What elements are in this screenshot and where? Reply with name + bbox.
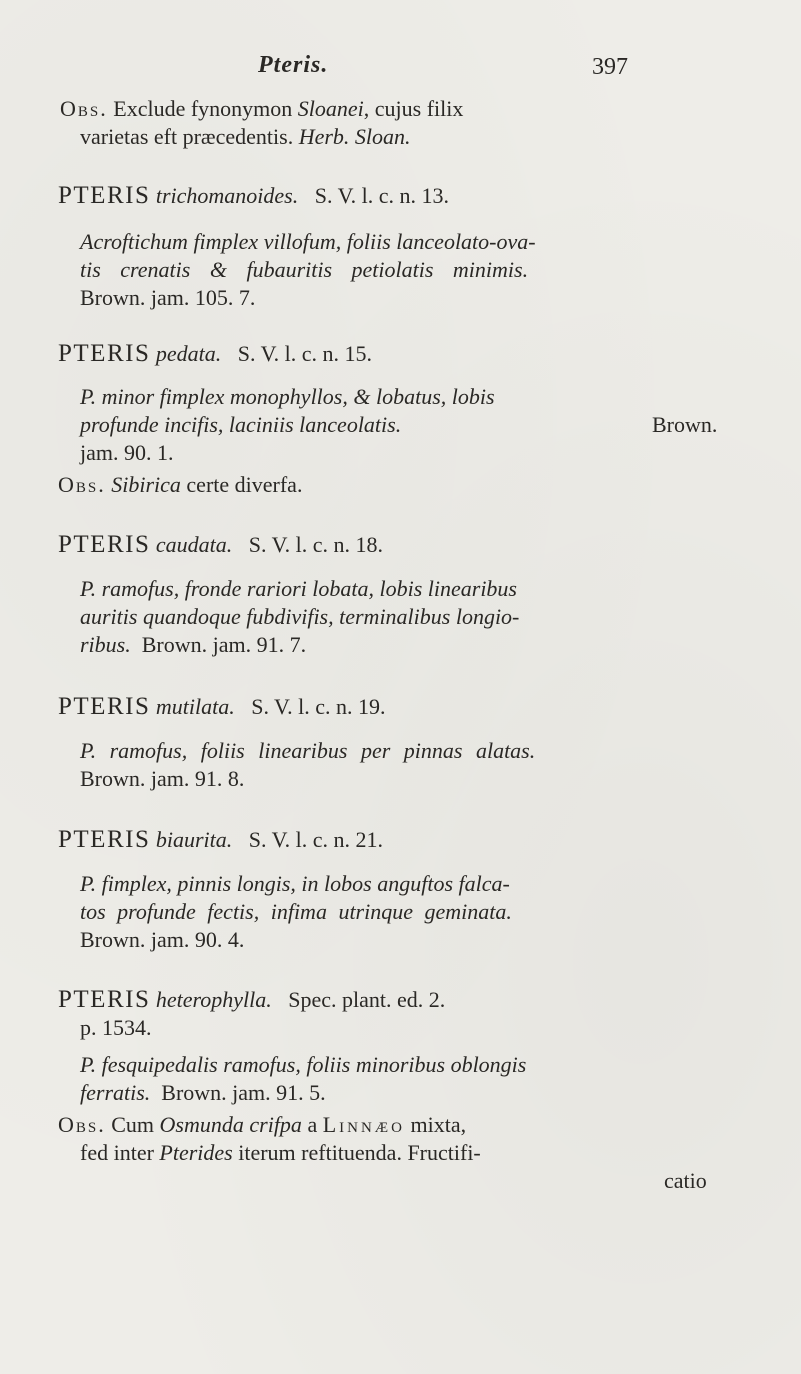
catchword: catio: [664, 1168, 707, 1193]
description-line: P. ramofus, fronde rariori lobata, lobis linearibus: [80, 576, 517, 601]
entry-heading: PTERIS trichomanoides. S. V. l. c. n. 13.: [58, 182, 450, 209]
description-line: P. ramofus, foliis linearibus per pinnas alatas.: [80, 738, 536, 763]
description-line: P. minor fimplex monophyllos, & lobatus, lobis: [80, 384, 495, 409]
reference-line: jam. 90. 1.: [80, 440, 174, 465]
description-line: ribus. Brown. jam. 91. 7.: [80, 632, 307, 657]
reference-line: Brown. jam. 105. 7.: [80, 285, 256, 310]
entry-heading: PTERIS biaurita. S. V. l. c. n. 21.: [58, 826, 384, 853]
running-title: Pteris.: [258, 52, 329, 78]
obs-line: varietas eft præcedentis. Herb. Sloan.: [80, 124, 411, 149]
entry-heading: PTERIS mutilata. S. V. l. c. n. 19.: [58, 693, 386, 720]
description-line: auritis quandoque fubdivifis, terminalibus longio-: [80, 604, 520, 629]
description-line: tis crenatis & fubauritis petiolatis minimis.: [80, 257, 529, 282]
description-line: P. fesquipedalis ramofus, foliis minoribus oblongis: [80, 1052, 527, 1077]
obs-line: Obs. Cum Osmunda crifpa a Linnæo mixta,: [58, 1112, 467, 1137]
entry-heading: PTERIS heterophylla. Spec. plant. ed. 2.: [58, 986, 446, 1013]
description-line: ferratis. Brown. jam. 91. 5.: [80, 1080, 326, 1105]
obs-line: Obs. Sibirica certe diverfa.: [58, 472, 303, 497]
obs-line: fed inter Pterides iterum reftituenda. Fructifi-: [80, 1140, 481, 1165]
entry-heading: PTERIS pedata. S. V. l. c. n. 15.: [58, 340, 373, 367]
page-reference: p. 1534.: [80, 1015, 152, 1040]
reference-line: Brown. jam. 91. 8.: [80, 766, 245, 791]
obs-line: Obs. Exclude fynonymon Sloanei, cujus filix: [60, 96, 464, 121]
description-line: Acroftichum fimplex villofum, foliis lanceolato-ova-: [80, 229, 536, 254]
entry-heading: PTERIS caudata. S. V. l. c. n. 18.: [58, 531, 384, 558]
author-name: Brown.: [652, 412, 718, 437]
description-line: P. fimplex, pinnis longis, in lobos anguftos falca-: [80, 871, 510, 896]
page-number: 397: [592, 54, 628, 80]
description-line: tos profunde fectis, infima utrinque geminata.: [80, 899, 512, 924]
description-line: profunde incifis, laciniis lanceolatis.: [80, 412, 402, 437]
reference-line: Brown. jam. 90. 4.: [80, 927, 245, 952]
